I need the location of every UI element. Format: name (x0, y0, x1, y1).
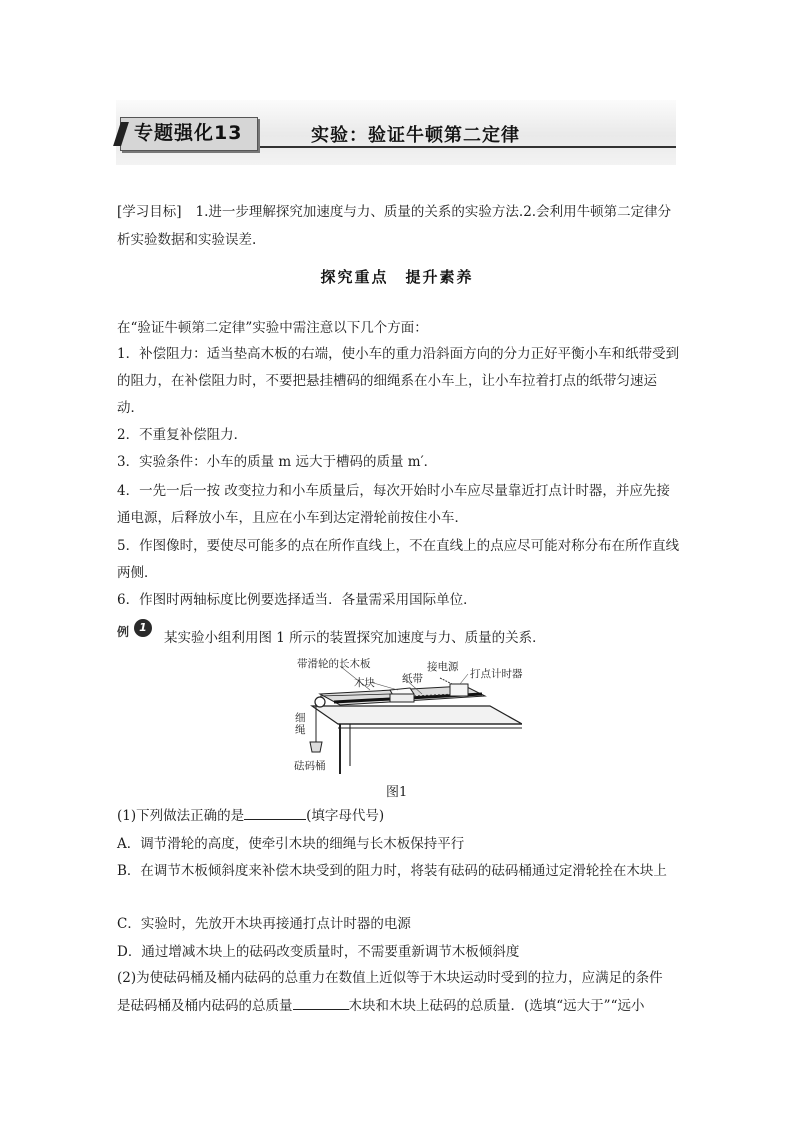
q2-answer-blank[interactable] (293, 996, 349, 1010)
label-timer: 打点计时器 (470, 668, 523, 680)
label-tape: 纸带 (402, 673, 423, 685)
q1-answer-blank[interactable] (244, 806, 306, 820)
topic-label: 专题强化13 (134, 122, 243, 144)
q2-prefix: 是砝码桶及桶内砝码的总质量 (117, 998, 293, 1014)
intro-text: 在“验证牛顿第二定律”实验中需注意以下几个方面： (117, 320, 428, 336)
question-2-line1: (2)为使砝码桶及桶内砝码的总重力在数值上近似等于木块运动时受到的拉力，应满足的条件 (117, 970, 663, 986)
label-block: 木块 (354, 677, 375, 689)
option-c: C．实验时，先放开木块再接通打点计时器的电源 (117, 916, 411, 932)
point-4: 4．一先一后一按 改变拉力和小车质量后，每次开始时小车应尽量靠近打点计时器，并应先接通电源，后释放小车，且应在小车到达定滑轮前按住小车． (117, 483, 670, 526)
section-heading: 探究重点 提升素养 (320, 268, 474, 286)
example-stem: 某实验小组利用图 1 所示的装置探究加速度与力、质量的关系． (164, 630, 546, 646)
option-a: A．调节滑轮的高度，使牵引木块的细绳与长木板保持平行 (117, 836, 465, 852)
question-1 (117, 806, 384, 826)
table-top (312, 706, 522, 724)
example-number: 1 (134, 619, 152, 637)
page-title: 实验：验证牛顿第二定律 (311, 125, 520, 146)
label-board: 带滑轮的长木板 (297, 658, 371, 670)
objectives-text: 1.进一步理解探究加速度与力、质量的关系的实验方法.2.会利用牛顿第二定律分析实验数据和实验误差. (117, 204, 672, 248)
q2-suffix: 木块和木块上砝码的总质量．(选填“远大于”“远小 (348, 998, 645, 1014)
question-2-line2 (117, 996, 644, 1016)
option-d: D．通过增减木块上的砝码改变质量时，不需要重新调节木板倾斜度 (117, 944, 520, 960)
option-b: B．在调节木板倾斜度来补偿木块受到的阻力时，将装有砝码的砝码桶通过定滑轮拴在木块上 (117, 863, 667, 879)
q1-suffix: (填字母代号) (306, 808, 385, 824)
weight-bucket (310, 742, 322, 752)
point-2: 2．不重复补偿阻力． (117, 427, 248, 443)
label-power: 接电源 (427, 661, 459, 673)
label-bucket: 砝码桶 (294, 760, 326, 772)
figure-caption: 图1 (386, 785, 408, 800)
learning-objectives (117, 198, 682, 254)
q1-prefix: (1)下列做法正确的是 (117, 808, 245, 824)
label-rope: 细绳 (295, 712, 306, 736)
timer-device (450, 684, 468, 696)
point-3: 3．实验条件：小车的质量 m 远大于槽码的质量 m′． (117, 454, 438, 470)
point-5: 5．作图像时，要使尽可能多的点在所作直线上，不在直线上的点应尽可能对称分布在所作直线两侧． (117, 538, 680, 581)
example-badge: 例 (117, 625, 130, 639)
point-1: 1．补偿阻力：适当垫高木板的右端，使小车的重力沿斜面方向的分力正好平衡小车和纸带受到的阻力，在补偿阻力时，不要把悬挂槽码的细绳系在小车上，让小车拉着打点的纸带匀速运动． (117, 346, 680, 416)
objectives-tag: [学习目标] (117, 204, 182, 220)
point-6: 6．作图时两轴标度比例要选择适当．各量需采用国际单位． (117, 592, 477, 608)
